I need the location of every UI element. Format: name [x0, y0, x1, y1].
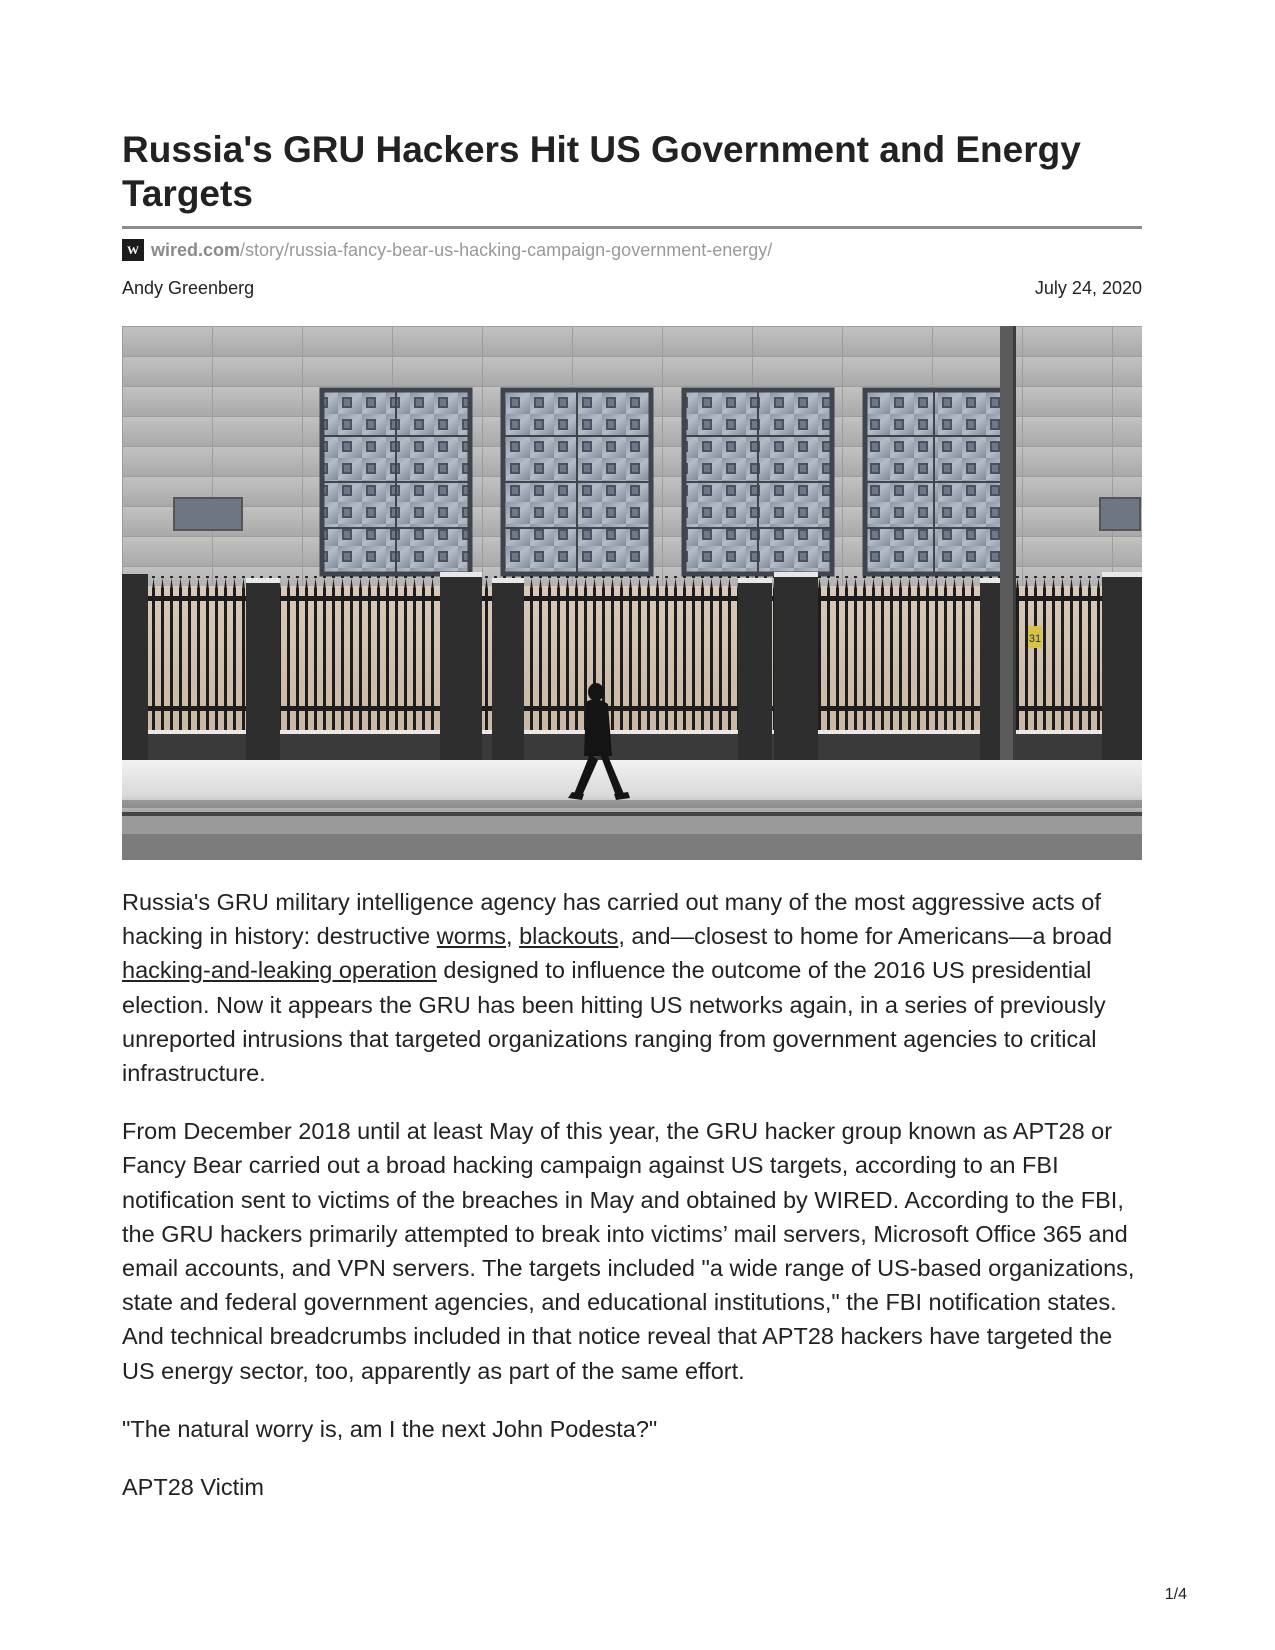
article-body: [122, 885, 1142, 1528]
source-path[interactable]: /story/russia-fancy-bear-us-hacking-campaign-government-energy/: [240, 239, 773, 260]
paragraph-2: From December 2018 until at least May of this year, the GRU hacker group known as APT28 or Fancy Bear carried out a broad hacking campaign against US targets, according to an FBI notification sent to victims of the breaches in May and obtained by WIRED. According to the FBI, the GRU hackers primarily attempted to break into victims’ mail servers, Microsoft Office 365 and email accounts, and VPN servers. The targets included "a wide range of US-based organizations, state and federal government agencies, and educational institutions," the FBI notification states. And technical breadcrumbs included in that notice reveal that APT28 hackers have targeted the US energy sector, too, apparently as part of the same effort.: [122, 1118, 1135, 1384]
wired-logo-icon: [122, 239, 144, 261]
hacking-and-leaking-link[interactable]: hacking-and-leaking operation: [122, 957, 437, 984]
byline: [122, 278, 1142, 299]
quote-attribution: APT28 Victim: [122, 1474, 264, 1501]
article-title: Russia's GRU Hackers Hit US Government and Energy Targets: [122, 129, 1081, 214]
publish-date: July 24, 2020: [1034, 278, 1142, 298]
paragraph-1: Russia's GRU military intelligence agency has carried out many of the most aggressive acts of hacking in history: destructive worms, blackouts, and—closest to home for Americans—a broad hacking-and-leaking operation designed to influence the outcome of the 2016 US presidential election. Now it appears the GRU has been hitting US networks again, in a series of previously unreported intrusions that targeted organizations ranging from government agencies to critical infrastructure.: [122, 889, 1113, 1087]
author-name: Andy Greenberg: [122, 278, 255, 298]
svg-text:31: 31: [1028, 633, 1042, 645]
article-photo: [122, 326, 1142, 860]
page-number: 1/4: [1164, 1586, 1187, 1603]
svg-text:W: W: [127, 243, 139, 257]
source-domain[interactable]: wired.com: [151, 239, 241, 260]
source-link[interactable]: [122, 237, 772, 263]
worms-link[interactable]: worms: [436, 923, 506, 950]
pull-quote: "The natural worry is, am I the next John Podesta?": [122, 1415, 658, 1442]
title-divider: [122, 226, 1142, 229]
blackouts-link[interactable]: blackouts: [519, 923, 619, 950]
